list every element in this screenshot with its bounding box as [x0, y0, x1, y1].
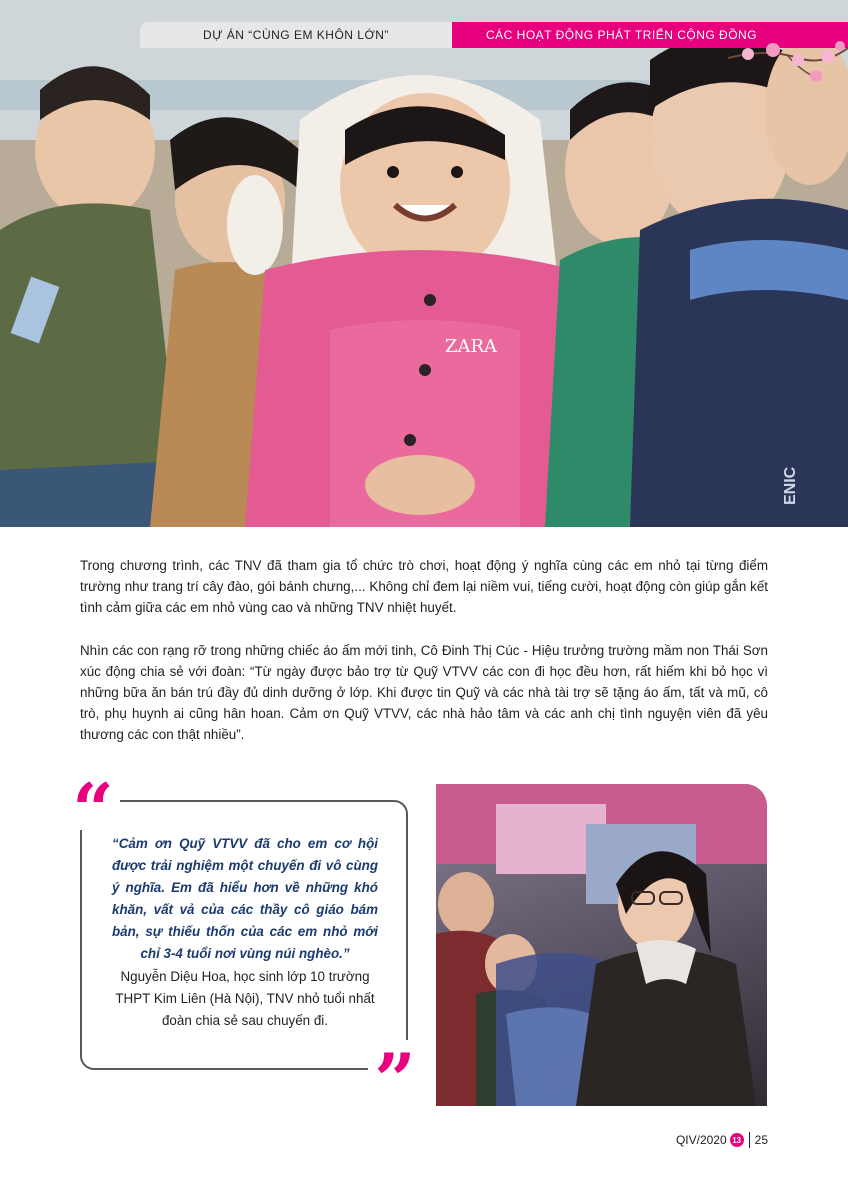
- cherry-blossom-decoration: [728, 28, 848, 88]
- footer-badge: 13: [730, 1133, 744, 1147]
- quote-text: “Cảm ơn Quỹ VTVV đã cho em cơ hội được trải nghiệm một chuyến đi vô cùng ý nghĩa. Em đã hiểu hơn về những khó khăn, vất vả của các thầy cô giáo bám bản, sự thiếu thốn của các em nhỏ mới chỉ 3-4 tuổi nơi vùng núi nghèo.”: [112, 836, 378, 961]
- volunteer-photo-illustration: [436, 784, 767, 1106]
- header-section-label: [140, 22, 452, 48]
- hero-photo-illustration: [0, 0, 848, 527]
- open-quote-mark: “: [66, 770, 120, 830]
- page-footer: [676, 1131, 768, 1149]
- jacket-brand-text: ZARA: [445, 336, 498, 357]
- page-number: 25: [754, 1133, 768, 1147]
- hero-photo: [0, 0, 848, 527]
- quote-attribution: Nguyễn Diệu Hoa, học sinh lớp 10 trường THPT Kim Liên (Hà Nội), TNV nhỏ tuổi nhất đoàn chia sẻ sau chuyến đi.: [115, 969, 375, 1028]
- volunteer-photo: [436, 784, 767, 1106]
- header-left-label: DỰ ÁN “CÙNG EM KHÔN LỚN”: [203, 28, 389, 42]
- footer-divider: [749, 1132, 750, 1148]
- issue-label: QIV/2020: [675, 1133, 727, 1147]
- body-paragraph-1: Trong chương trình, các TNV đã tham gia tổ chức trò chơi, hoạt động ý nghĩa cùng các em nhỏ tại từng điểm trường như trang trí cây đào, gói bánh chưng,... Không chỉ đem lại niềm vui, tiếng cười, hoạt động còn giúp gắn kết tình cảm giữa các em nhỏ vùng cao và những TNV nhiệt huyết.: [80, 558, 768, 615]
- body-paragraph-2: Nhìn các con rạng rỡ trong những chiếc áo ấm mới tinh, Cô Đinh Thị Cúc - Hiệu trưởng trường mầm non Thái Sơn xúc động chia sẻ với đoàn: “Từ ngày được bảo trợ từ Quỹ VTVV các con đi học đều hơn, rất hiếm khi bỏ học vì những bữa ăn bán trú đầy đủ dinh dưỡng ở lớp. Khi được tin Quỹ và các nhà tài trợ sẽ tặng áo ấm, tất và mũ, cô trò, phụ huynh ai cũng hân hoan. Cảm ơn Quỹ VTVV, các nhà hảo tâm và các anh chị tình nguyện viên đã yêu thương các con thật nhiều”.: [80, 643, 768, 742]
- close-quote-mark: ”: [368, 1040, 422, 1100]
- sleeve-text: ENIC: [782, 466, 799, 505]
- header-right-label: CÁC HOẠT ĐỘNG PHÁT TRIỂN CỘNG ĐỒNG: [486, 28, 758, 42]
